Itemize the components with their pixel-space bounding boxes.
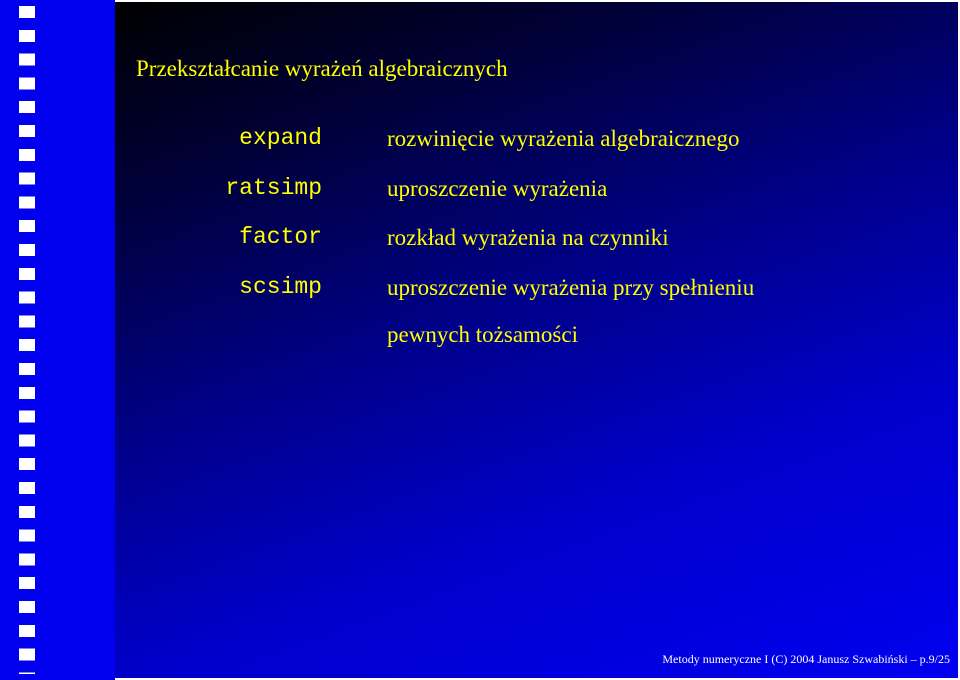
command-name: factor bbox=[239, 224, 322, 250]
command-name: expand bbox=[239, 125, 322, 151]
command-description: rozwinięcie wyrażenia algebraicznego bbox=[387, 126, 740, 151]
slide-title: Przekształcanie wyrażeń algebraicznych bbox=[136, 56, 508, 81]
slide-footer: Metody numeryczne I (C) 2004 Janusz Szwabiński – p.9/25 bbox=[662, 652, 950, 666]
command-name: scsimp bbox=[239, 274, 322, 300]
left-decorative-band bbox=[0, 0, 115, 680]
command-description: uproszczenie wyrażenia bbox=[387, 176, 608, 201]
command-description: rozkład wyrażenia na czynniki bbox=[387, 225, 669, 250]
command-description: uproszczenie wyrażenia przy spełnieniu bbox=[387, 275, 755, 300]
decorative-squares bbox=[19, 6, 35, 674]
command-name: ratsimp bbox=[225, 175, 322, 201]
command-description-continuation: pewnych tożsamości bbox=[387, 322, 578, 347]
